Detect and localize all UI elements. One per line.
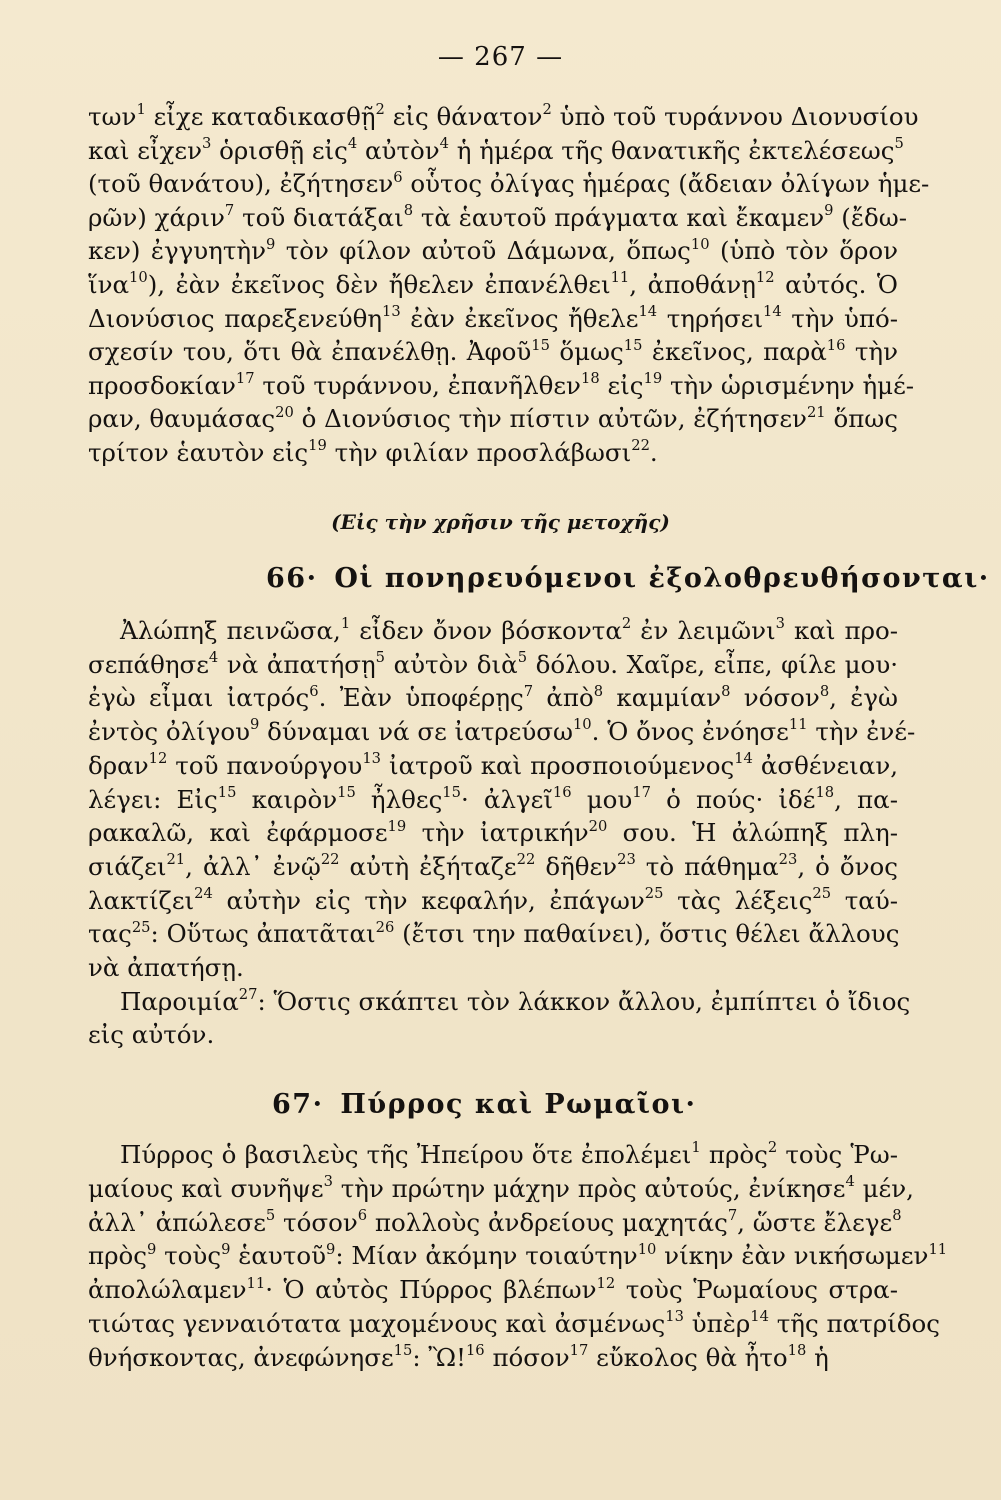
section-66-line: εἰς αὐτόν.: [88, 1020, 215, 1050]
section-67-line: πρὸς$^9$ τοὺς$^9$ ἑαυτοῦ$^9$: Μίαν ἀκόμην τοιαύτην$^{10}$ νίκην ἐὰν νικήσωμεν$^{11}$: [88, 1240, 948, 1271]
section-67-heading: [272, 1089, 696, 1120]
section-67-line: ἀλλ᾽ ἀπώλεσε$^5$ τόσον$^6$ πολλοὺς ἀνδρείους μαχητάς$^7$, ὥστε ἔλεγε$^8$: [88, 1206, 902, 1237]
page-number: — 267 —: [437, 42, 564, 72]
section-66-line: ἐντὸς ὀλίγου$^9$ δύναμαι νά σε ἰατρεύσω$^{10}$. Ὁ ὄνος ἐνόησε$^{11}$ τὴν ἐνέ-: [88, 716, 916, 747]
section-66-line: ρακαλῶ, καὶ ἐφάρμοσε$^{19}$ τὴν ἰατρικήν$^{20}$ σου. Ἡ ἀλώπηξ πλη-: [88, 817, 898, 848]
section-1-line: Διονύσιος παρεξενεύθη$^{13}$ ἐὰν ἐκεῖνος ἤθελε$^{14}$ τηρήσει$^{14}$ τὴν ὑπό-: [88, 302, 899, 333]
section-1-line: ραν, θαυμάσας$^{20}$ ὁ Διονύσιος τὴν πίστιν αὐτῶν, ἐζήτησεν$^{21}$ ὅπως: [88, 403, 898, 434]
section-66-heading: [266, 563, 990, 594]
section-66-line: λέγει: Εἰς$^{15}$ καιρὸν$^{15}$ ἦλθες$^{15}$· ἀλγεῖ$^{16}$ μου$^{17}$ ὁ πούς· ἰδέ$^{18}$, πα-: [88, 783, 898, 814]
section-67-line: θνήσκοντας, ἀνεφώνησε$^{15}$: Ὢ!$^{16}$ πόσον$^{17}$ εὔκολος θὰ ἦτο$^{18}$ ἡ: [88, 1342, 829, 1372]
section-66-line: νὰ ἀπατήσῃ.: [88, 953, 244, 982]
section-66-line: τας$^{25}$: Οὕτως ἀπατᾶται$^{26}$ (ἔτσι την παθαίνει), ὅστις θέλει ἄλλους: [88, 918, 900, 949]
section-66-line: Παροιμία$^{27}$: Ὅστις σκάπτει τὸν λάκκον ἄλλου, ἐμπίπτει ὁ ἴδιος: [120, 986, 911, 1016]
section-67-line: τιώτας γενναιότατα μαχομένους καὶ ἀσμένως$^{13}$ ὑπὲρ$^{14}$ τῆς πατρίδος: [88, 1308, 940, 1338]
section-1-line: προσδοκίαν$^{17}$ τοῦ τυράννου, ἐπανῆλθεν$^{18}$ εἰς$^{19}$ τὴν ὡρισμένην ἡμέ-: [88, 370, 915, 400]
section-1-subtitle: (Εἰς τὴν χρῆσιν τῆς μετοχῆς): [331, 510, 670, 534]
section-1-line: (τοῦ θανάτου), ἐζήτησεν$^6$ οὗτος ὀλίγας ἡμέρας (ἄδειαν ὀλίγων ἡμε-: [88, 168, 930, 199]
section-67-line: ἀπολώλαμεν$^{11}$· Ὁ αὐτὸς Πύρρος βλέπων$^{12}$ τοὺς Ῥωμαίους στρα-: [88, 1274, 899, 1305]
section-1-line: ρῶν) χάριν$^7$ τοῦ διατάξαι$^8$ τὰ ἑαυτοῦ πράγματα καὶ ἔκαμεν$^9$ (ἔδω-: [88, 202, 907, 232]
section-66-line: ἐγὼ εἶμαι ἰατρός$^6$. Ἐὰν ὑποφέρῃς$^7$ ἀπὸ$^8$ καμμίαν$^8$ νόσον$^8$, ἐγὼ: [88, 682, 899, 713]
section-67-number: 67·: [272, 1089, 324, 1120]
section-66-line: σιάζει$^{21}$, ἀλλ᾽ ἐνῷ$^{22}$ αὐτὴ ἐξήταζε$^{22}$ δῆθεν$^{23}$ τὸ πάθημα$^{23}$, ὁ ὄνος: [88, 851, 899, 881]
section-1-line: των$^1$ εἶχε καταδικασθῇ$^2$ εἰς θάνατον$^2$ ὑπὸ τοῦ τυράννου Διονυσίου: [88, 101, 919, 131]
section-1-line: καὶ εἶχεν$^3$ ὁρισθῇ εἰς$^4$ αὐτὸν$^4$ ἡ ἡμέρα τῆς θανατικῆς ἐκτελέσεως$^5$: [88, 134, 904, 165]
section-66-line: λακτίζει$^{24}$ αὐτὴν εἰς τὴν κεφαλήν, ἐπάγων$^{25}$ τὰς λέξεις$^{25}$ ταύ-: [88, 884, 898, 915]
section-1-line: τρίτον ἑαυτὸν εἰς$^{19}$ τὴν φιλίαν προσλάβωσι$^{22}$.: [88, 437, 658, 467]
section-66-number: 66·: [266, 563, 318, 594]
section-66-line: δραν$^{12}$ τοῦ πανούργου$^{13}$ ἰατροῦ καὶ προσποιούμενος$^{14}$ ἀσθένειαν,: [88, 750, 899, 780]
section-1-line: ἵνα$^{10}$), ἐὰν ἐκεῖνος δὲν ἤθελεν ἐπανέλθει$^{11}$, ἀποθάνῃ$^{12}$ αὐτός. Ὁ: [88, 269, 898, 299]
section-67-title: Πύρρος καὶ Ρωμαῖοι·: [340, 1089, 697, 1120]
section-66-line: σεπάθησε$^4$ νὰ ἀπατήσῃ$^5$ αὐτὸν διὰ$^5$ δόλου. Χαῖρε, εἶπε, φίλε μου·: [88, 649, 898, 679]
section-67-line: Πύρρος ὁ βασιλεὺς τῆς Ἠπείρου ὅτε ἐπολέμει$^1$ πρὸς$^2$ τοὺς Ῥω-: [120, 1139, 899, 1169]
section-1-line: κεν) ἐγγυητὴν$^9$ τὸν φίλον αὐτοῦ Δάμωνα, ὅπως$^{10}$ (ὑπὸ τὸν ὅρον: [88, 235, 898, 266]
section-1-line: σχεσίν του, ὅτι θὰ ἐπανέλθῃ. Ἀφοῦ$^{15}$ ὅμως$^{15}$ ἐκεῖνος, παρὰ$^{16}$ τὴν: [88, 336, 899, 367]
section-66-line: Ἀλώπηξ πεινῶσα,$^1$ εἶδεν ὄνον βόσκοντα$^2$ ἐν λειμῶνι$^3$ καὶ προ-: [120, 615, 899, 645]
section-66-title: Οἱ πονηρευόμενοι ἐξολοθρευθήσονται·: [334, 563, 990, 594]
section-67-line: μαίους καὶ συνῆψε$^3$ τὴν πρώτην μάχην πρὸς αὐτούς, ἐνίκησε$^4$ μέν,: [88, 1173, 914, 1203]
